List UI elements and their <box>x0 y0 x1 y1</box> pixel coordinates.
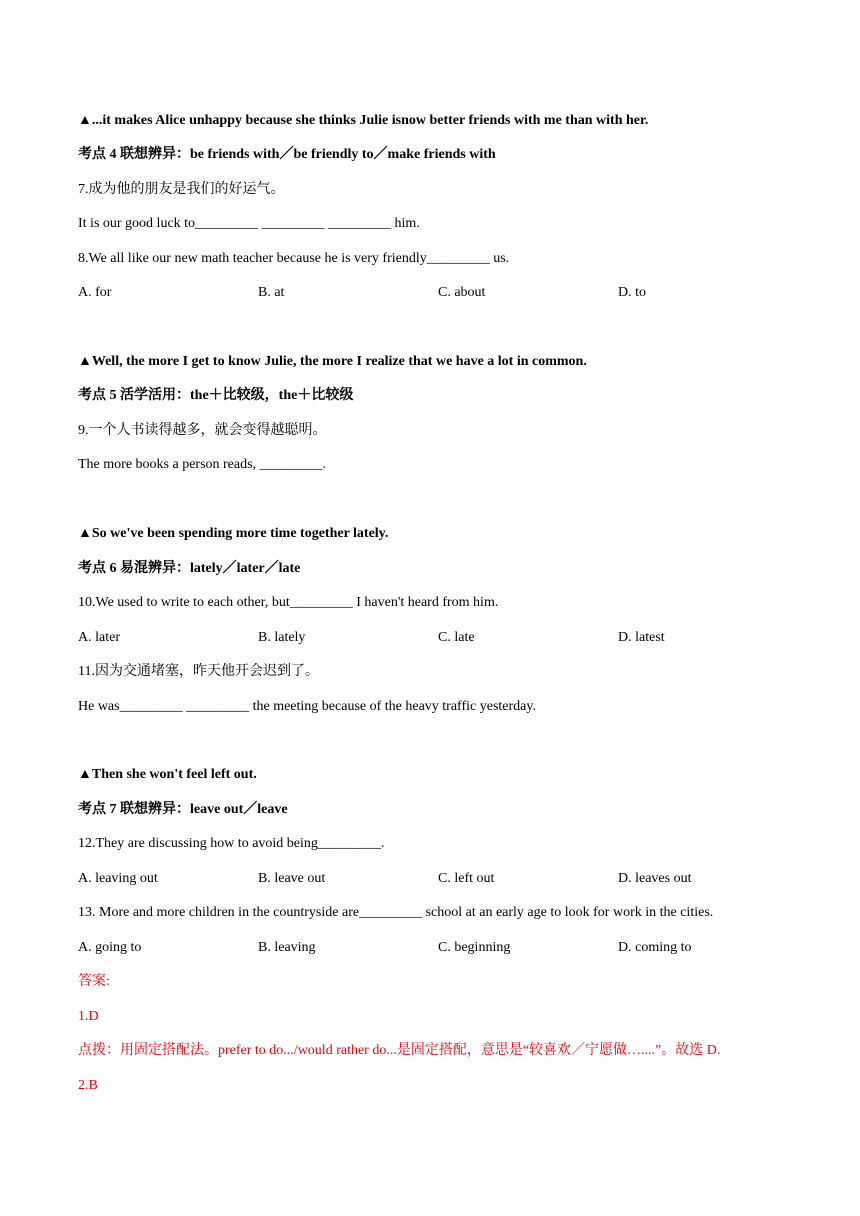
answer-1-note: 点拨：用固定搭配法。prefer to do.../would rather do...是固定搭配，意思是“较喜欢／宁愿做…....”。故选 D. <box>78 1043 721 1058</box>
question7-english: It is our good luck to_________ _________ _________ him. <box>78 216 420 231</box>
section4-quote: ▲...it makes Alice unhappy because she thinks Julie isnow better friends with me than with her. <box>78 113 649 128</box>
section5-quote: ▲Well, the more I get to know Julie, the more I realize that we have a lot in common. <box>78 354 587 369</box>
question13: 13. More and more children in the countryside are_________ school at an early age to look for work in the cities. <box>78 905 714 920</box>
question10-options <box>78 629 798 647</box>
option-a: A. leaving out <box>78 871 158 886</box>
answer-1: 1.D <box>78 1009 99 1024</box>
option-d: D. to <box>618 285 646 300</box>
option-b: B. lately <box>258 630 306 645</box>
option-b: B. leaving <box>258 940 316 955</box>
question8: 8.We all like our new math teacher because he is very friendly_________ us. <box>78 251 510 266</box>
question9-english: The more books a person reads, _________. <box>78 457 327 472</box>
question12: 12.They are discussing how to avoid being_________. <box>78 836 385 851</box>
option-d: D. leaves out <box>618 871 692 886</box>
option-c: C. late <box>438 630 475 645</box>
option-a: A. going to <box>78 940 142 955</box>
question11-english: He was_________ _________ the meeting because of the heavy traffic yesterday. <box>78 699 536 714</box>
option-c: C. about <box>438 285 486 300</box>
question11-chinese: 11.因为交通堵塞，昨天他开会迟到了。 <box>78 664 319 679</box>
question10: 10.We used to write to each other, but_________ I haven't heard from him. <box>78 595 499 610</box>
section6-quote: ▲So we've been spending more time together lately. <box>78 526 389 541</box>
option-b: B. at <box>258 285 285 300</box>
question13-options <box>78 939 798 957</box>
question9-chinese: 9.一个人书读得越多，就会变得越聪明。 <box>78 423 327 438</box>
answer-label: 答案: <box>78 974 110 989</box>
option-a: A. for <box>78 285 112 300</box>
option-b: B. leave out <box>258 871 326 886</box>
option-c: C. left out <box>438 871 495 886</box>
question12-options <box>78 870 798 888</box>
section7-quote: ▲Then she won't feel left out. <box>78 767 257 782</box>
option-d: D. coming to <box>618 940 692 955</box>
option-d: D. latest <box>618 630 665 645</box>
section4-title: 考点 4 联想辨异：be friends with／be friendly to／make friends with <box>78 147 496 162</box>
question7-chinese: 7.成为他的朋友是我们的好运气。 <box>78 182 285 197</box>
question8-options <box>78 284 798 302</box>
section6-title: 考点 6 易混辨异：lately／later／late <box>78 561 301 576</box>
answer-2: 2.B <box>78 1078 98 1093</box>
option-a: A. later <box>78 630 120 645</box>
section5-title: 考点 5 活学活用：the＋比较级，the＋比较级 <box>78 388 354 403</box>
option-c: C. beginning <box>438 940 511 955</box>
section7-title: 考点 7 联想辨异：leave out／leave <box>78 802 288 817</box>
